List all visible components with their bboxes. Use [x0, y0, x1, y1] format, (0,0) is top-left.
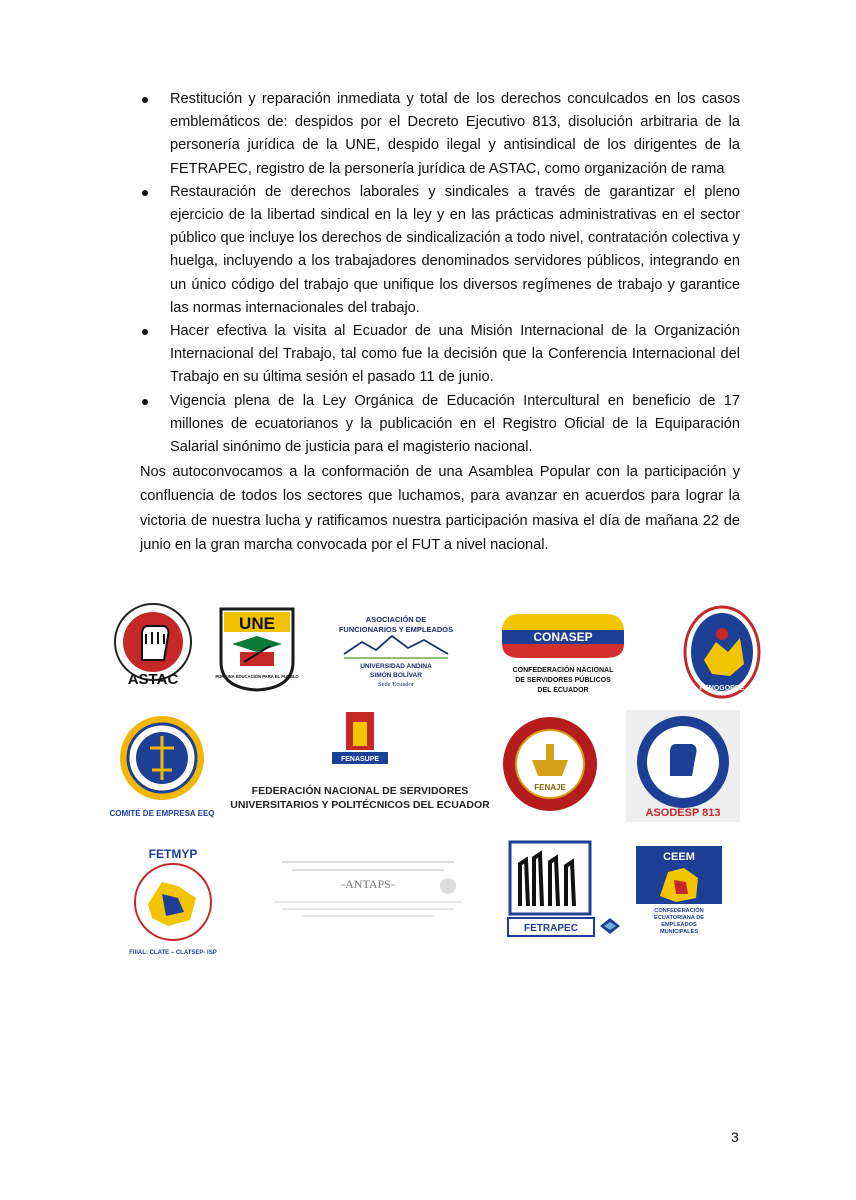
svg-text:FEDERACIÓN NACIONAL DE SERVIDO: FEDERACIÓN NACIONAL DE SERVIDORES — [251, 785, 469, 797]
list-item: Hacer efectiva la visita al Ecuador de una Misión Internacional de la Organización Internacional del Trabajo, tal como fue la decisión que la Conferencia Internacional del Trabajo en su última sesión el pasado 11 de junio. — [140, 320, 740, 390]
demands-list — [140, 88, 740, 459]
svg-text:ASOCIACIÓN DE: ASOCIACIÓN DE — [365, 615, 427, 624]
list-item: Restitución y reparación inmediata y total de los derechos conculcados en los casos emblemáticos de: despidos por el Decreto Ejecutivo 813, disolución arbitraria de la personería jurídica de la UNE, despido ilegal y antisindical de los dirigentes de la FETRAPEC, registro de la personería jurídica de ASTAC, como organización de rama — [140, 88, 740, 181]
svg-text:DE SERVIDORES PÚBLICOS: DE SERVIDORES PÚBLICOS — [515, 677, 611, 684]
une-logo — [215, 606, 299, 692]
svg-text:ECUATORIANA DE: ECUATORIANA DE — [654, 915, 704, 921]
svg-text:UNIVERSIDAD ANDINA: UNIVERSIDAD ANDINA — [360, 663, 432, 670]
svg-text:SIMÓN BOLÍVAR: SIMÓN BOLÍVAR — [370, 672, 422, 679]
andina-logo — [330, 612, 462, 694]
svg-text:FUNCIONARIOS Y EMPLEADOS: FUNCIONARIOS Y EMPLEADOS — [338, 625, 454, 634]
fenasupe-logo — [230, 708, 490, 824]
astac-logo — [112, 600, 194, 698]
fenaje-logo — [500, 714, 600, 814]
svg-text:FENOGOPPE: FENOGOPPE — [699, 685, 745, 692]
page-number: 3 — [731, 1129, 739, 1145]
une-name: UNE — [239, 614, 275, 633]
astac-name: ASTAC — [127, 671, 179, 688]
list-item: Vigencia plena de la Ley Orgánica de Educación Intercultural en beneficio de 17 millones de ecuatorianos y la publicación en el Registro Oficial de la Equiparación Salarial sinónimo de justicia para el magisterio nacional. — [140, 390, 740, 460]
bullet-icon — [142, 399, 148, 405]
svg-text:CEEM: CEEM — [663, 851, 695, 863]
conasep-logo — [498, 610, 628, 700]
svg-text:DEL ECUADOR: DEL ECUADOR — [537, 687, 589, 694]
svg-text:CONASEP: CONASEP — [533, 630, 593, 644]
svg-text:CONFEDERACIÓN: CONFEDERACIÓN — [654, 908, 704, 914]
svg-text:FIlIAL: CLATE – CLATSEP- ISP: FIlIAL: CLATE – CLATSEP- ISP — [129, 950, 217, 956]
svg-text:MUNICIPALES: MUNICIPALES — [659, 929, 699, 935]
fenogoppe-logo — [682, 604, 762, 700]
fetmyp-logo — [118, 846, 228, 958]
bullet-icon — [142, 329, 148, 335]
svg-text:EMPLEADOS: EMPLEADOS — [661, 922, 697, 928]
list-item: Restauración de derechos laborales y sindicales a través de garantizar el pleno ejercicio de la libertad sindical en la ley y en las prácticas administrativas en el sector público que incluye los derechos de sindicalización a todo nivel, contratación colectiva y huelga, incluyendo a los trabajadores denominados servidores públicos, integrando en un único código del trabajo que unifique los diversos regímenes de trabajo y garantice las normas internacionales del trabajo. — [140, 181, 740, 320]
svg-text:FETRAPEC: FETRAPEC — [524, 923, 578, 934]
svg-text:FETMYP: FETMYP — [148, 847, 198, 861]
svg-text:FENAJE: FENAJE — [534, 783, 566, 792]
une-motto: POR UNA EDUCACIÓN PARA EL PUEBLO — [215, 674, 299, 679]
svg-text:-ANTAPS-: -ANTAPS- — [341, 877, 395, 891]
bullet-icon — [142, 190, 148, 196]
svg-text:UNIVERSITARIOS Y POLITÉCNICOS: UNIVERSITARIOS Y POLITÉCNICOS DEL ECUADOR — [230, 799, 490, 811]
fetrapec-logo — [506, 840, 624, 940]
asodesp-logo — [626, 710, 740, 822]
closing-paragraph: Nos autoconvocamos a la conformación de una Asamblea Popular con la participación y confluencia de todos los sectores que luchamos, para avanzar en acuerdos para lograr la victoria de nuestra lucha y ratificamos nuestra participación masiva el día de mañana 22 de junio en la gran marcha convocada por el FUT a nivel nacional. — [140, 464, 740, 554]
svg-text:Sede Ecuador: Sede Ecuador — [378, 681, 414, 688]
ceem-logo — [634, 844, 724, 936]
eeq-logo — [109, 712, 215, 820]
svg-text:CONFEDERACIÓN NACIONAL: CONFEDERACIÓN NACIONAL — [512, 667, 614, 674]
bullet-icon — [142, 97, 148, 103]
antaps-logo — [262, 852, 474, 922]
svg-text:ASODESP 813: ASODESP 813 — [645, 807, 721, 819]
svg-text:FENASUPE: FENASUPE — [340, 756, 380, 763]
svg-text:COMITÉ DE EMPRESA EEQ: COMITÉ DE EMPRESA EEQ — [109, 809, 215, 818]
